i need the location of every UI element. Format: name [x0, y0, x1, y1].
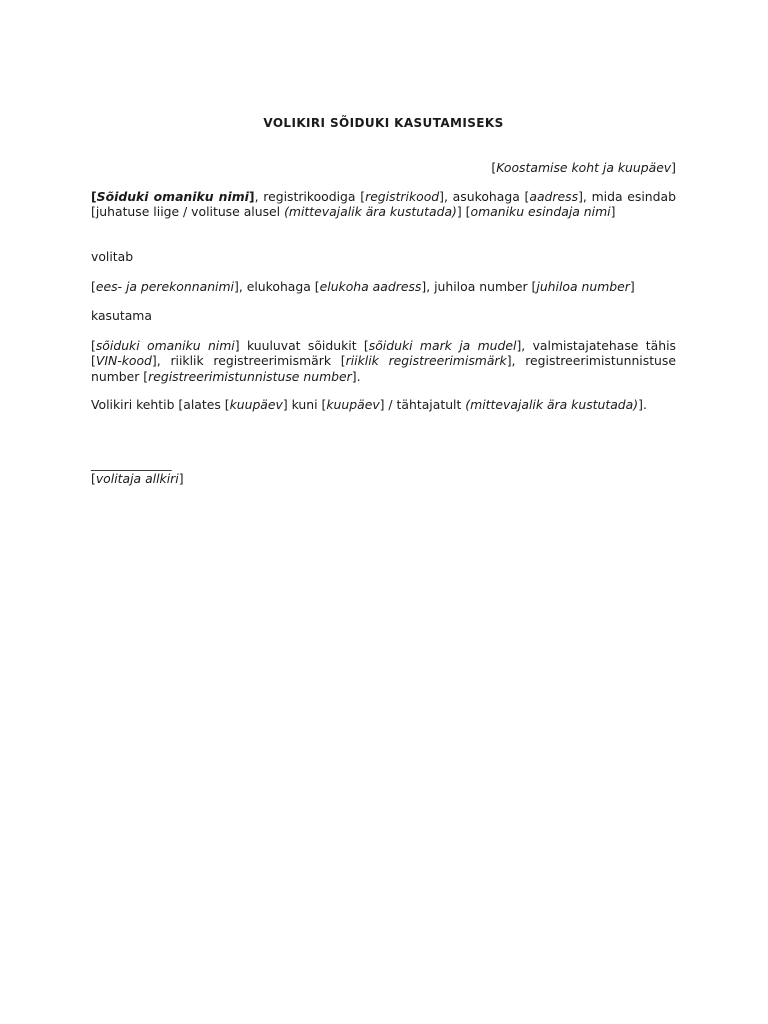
- volitab-text: volitab: [91, 249, 134, 264]
- full-name-placeholder: ees- ja perekonnanimi: [95, 279, 234, 294]
- vehicle-paragraph: [sõiduki omaniku nimi] kuuluvat sõidukit [sõiduki mark ja mudel], valmistajatehase tähis [VIN-kood], riiklik registreerimismärk [riiklik registreerimismärk], registreerimistunnistuse number [registreerimistunnistuse number].: [91, 338, 676, 384]
- owner-name-placeholder: [Sõiduki omaniku nimi]: [91, 189, 255, 204]
- owner-paragraph: [Sõiduki omaniku nimi], registrikoodiga [registrikood], asukohaga [aadress], mida esindab [juhatuse liige / volituse alusel (mittevajalik ära kustutada)] [omaniku esindaja nimi]: [91, 189, 676, 220]
- plate-placeholder: riiklik registreerimismärk: [345, 353, 507, 369]
- make-model-placeholder: sõiduki mark ja mudel: [368, 338, 517, 353]
- validity-delete-note: (mittevajalik ära kustutada): [465, 397, 639, 412]
- signature-label: [volitaja allkiri]: [91, 471, 184, 486]
- vin-placeholder: VIN-kood: [95, 353, 152, 369]
- signature-line: _____________: [91, 456, 172, 471]
- date-from-placeholder: kuupäev: [229, 397, 283, 412]
- vehicle-owner-placeholder: sõiduki omaniku nimi: [95, 338, 235, 353]
- place-date-placeholder: Koostamise koht ja kuupäev: [496, 160, 672, 175]
- registry-code-placeholder: registrikood: [365, 189, 440, 204]
- authorized-person-paragraph: [ees- ja perekonnanimi], elukohaga [elukoha aadress], juhiloa number [juhiloa number]: [91, 279, 635, 294]
- license-number-placeholder: juhiloa number: [536, 279, 630, 294]
- place-and-date: [Koostamise koht ja kuupäev]: [491, 160, 676, 175]
- registration-certificate-placeholder: registreerimistunnistuse number: [148, 368, 352, 384]
- representative-name-placeholder: omaniku esindaja nimi: [470, 204, 611, 220]
- date-to-placeholder: kuupäev: [326, 397, 380, 412]
- address-placeholder: aadress: [529, 189, 579, 204]
- kasutama-text: kasutama: [91, 308, 152, 323]
- document-title: VOLIKIRI SÕIDUKI KASUTAMISEKS: [263, 116, 504, 130]
- delete-note: (mittevajalik ära kustutada): [284, 204, 457, 220]
- validity-paragraph: Volikiri kehtib [alates [kuupäev] kuni [kuupäev] / tähtajatult (mittevajalik ära kustutada)].: [91, 397, 647, 412]
- home-address-placeholder: elukoha aadress: [319, 279, 422, 294]
